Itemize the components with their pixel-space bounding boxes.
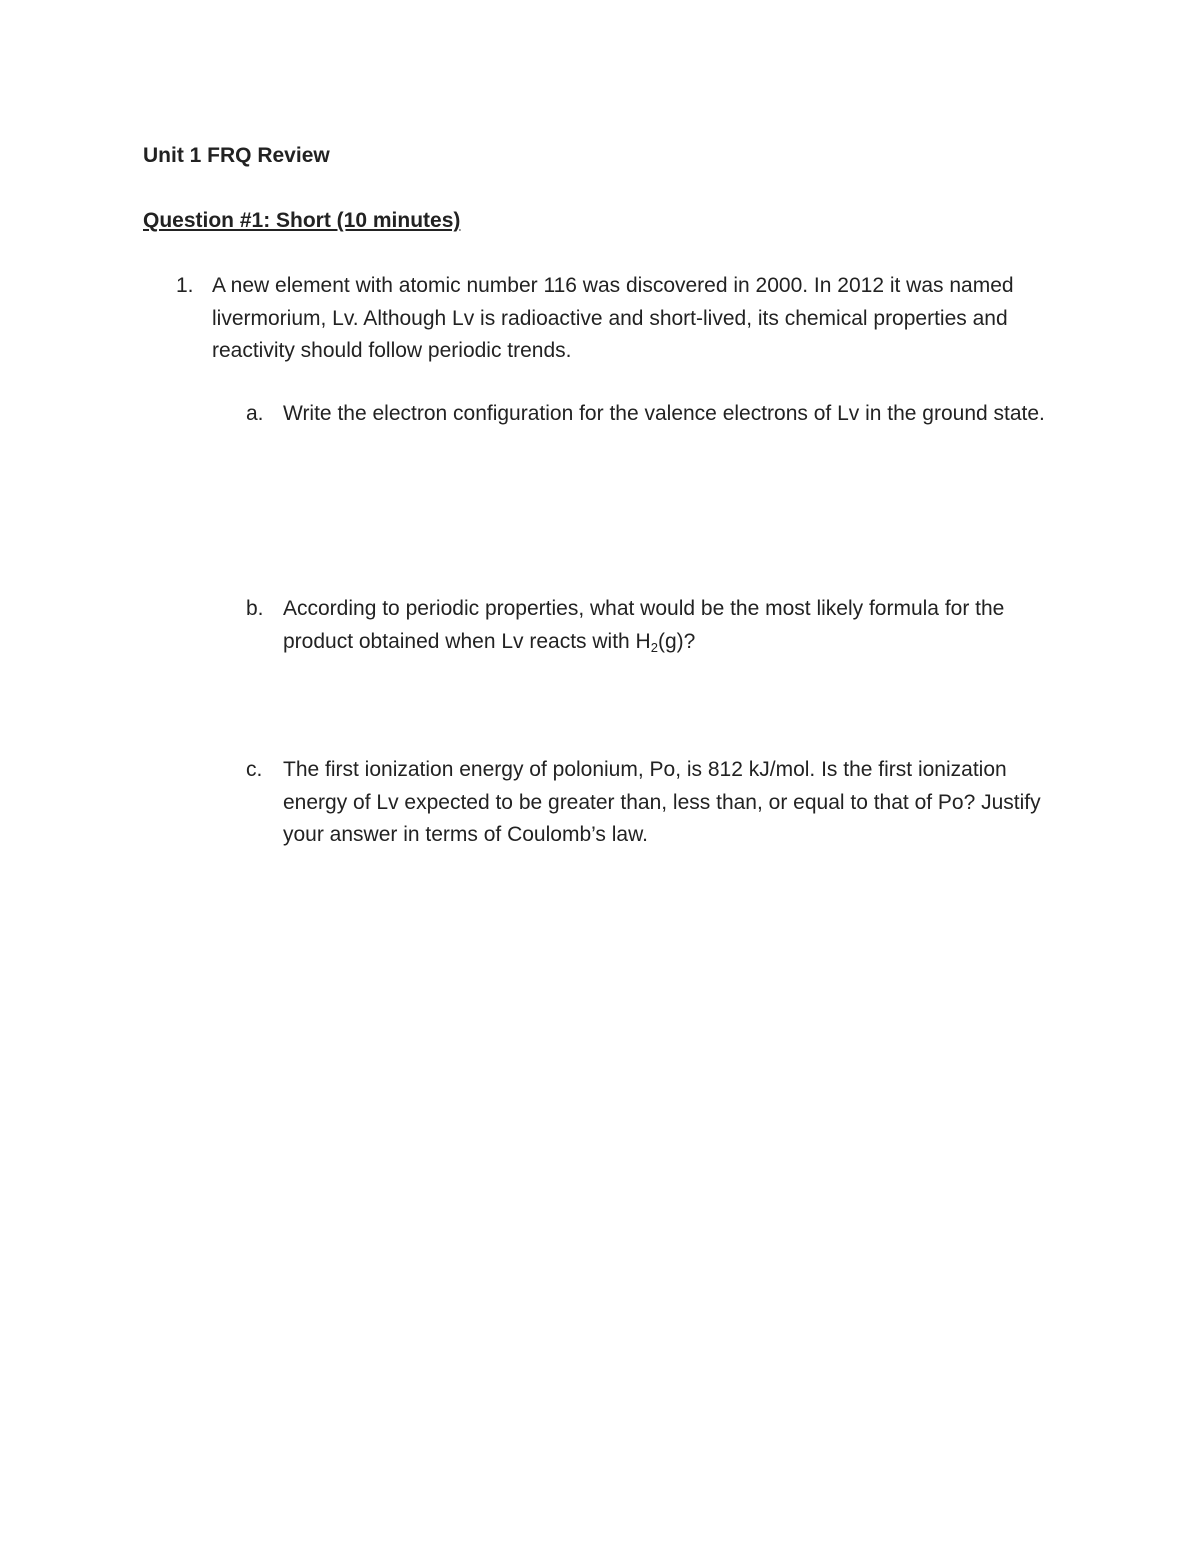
part-b-text-after: (g)? — [657, 629, 696, 653]
part-b-text-before: According to periodic properties, what would be the most likely formula for the product obtained when Lv reacts with H — [283, 597, 1005, 653]
question-number: 1. — [176, 274, 194, 297]
part-b-letter: b. — [246, 597, 264, 620]
part-c-text: The first ionization energy of polonium, Po, is 812 kJ/mol. Is the first ionization energy of Lv expected to be greater than, less than, or equal to that of Po? Justify your answer in terms of Coulomb’s law. — [283, 758, 1041, 846]
part-b-subscript: 2 — [650, 639, 658, 655]
section-heading: Question #1: Short (10 minutes) — [143, 209, 461, 232]
question-stem: A new element with atomic number 116 was discovered in 2000. In 2012 it was named livermorium, Lv. Although Lv is radioactive and short-lived, its chemical properties and reactivity should follow periodic trends. — [212, 274, 1014, 362]
part-a-letter: a. — [246, 402, 264, 425]
part-a-text: Write the electron configuration for the valence electrons of Lv in the ground state. — [283, 402, 1045, 425]
document-title: Unit 1 FRQ Review — [143, 144, 330, 167]
part-b-text — [283, 593, 1073, 658]
part-c-letter: c. — [246, 758, 263, 781]
